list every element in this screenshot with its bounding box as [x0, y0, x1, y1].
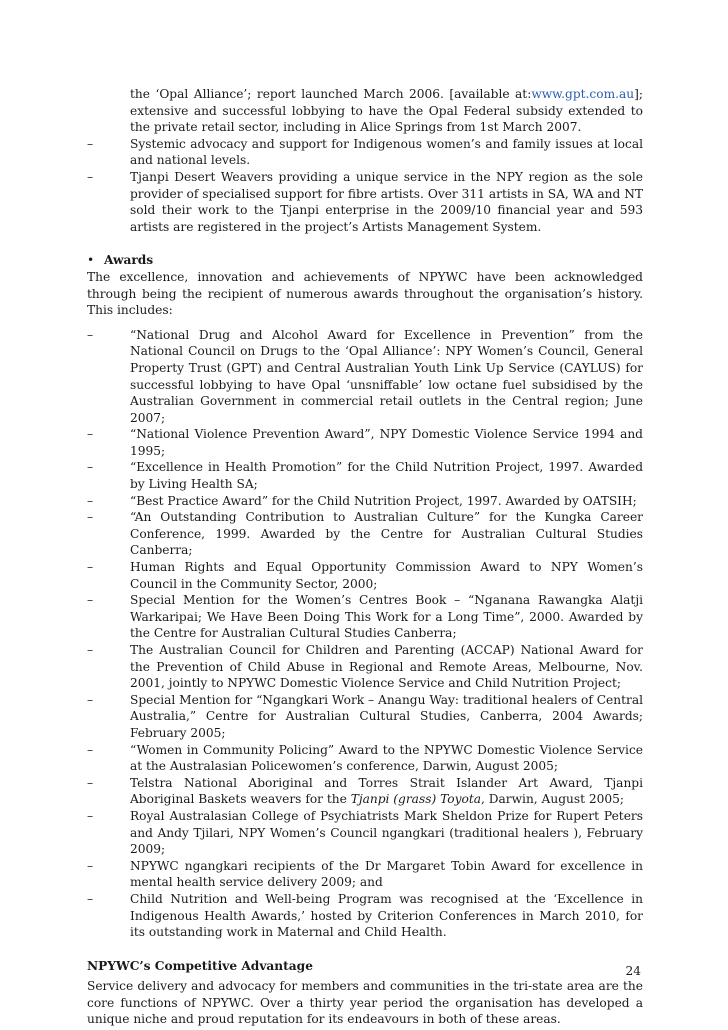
award-text: The Australian Council for Children and Parenting (ACCAP) National Award for the Prevention of Child Abuse in Regional and Remote Areas, Melbourne, Nov. 2001, jointly to NPYWC Domestic Violence Service and Child Nutrition Project; [130, 643, 643, 691]
award-item [87, 858, 643, 891]
dash-marker: – [87, 742, 94, 757]
award-item [87, 509, 643, 559]
dash-marker: – [87, 775, 94, 790]
dash-marker: – [87, 136, 94, 151]
document-page [87, 86, 643, 1028]
dash-marker: – [87, 560, 94, 575]
advantage-text: Service delivery and advocacy for members and communities in the tri-state area are the core functions of NPYWC. Over a thirty year period the organisation has developed a unique niche and proud reputation for its endeavours in both of these areas. [87, 979, 643, 1027]
dash-marker: – [87, 460, 94, 475]
award-text: “Excellence in Health Promotion” for the Child Nutrition Project, 1997. Awarded by Living Health SA; [130, 460, 643, 492]
award-item [87, 775, 643, 808]
award-text: Human Rights and Equal Opportunity Commission Award to NPY Women’s Council in the Community Sector, 2000; [130, 560, 643, 591]
dash-marker: – [87, 692, 94, 707]
awards-heading [87, 252, 643, 269]
award-item [87, 559, 643, 592]
award-text-italic: Tjanpi (grass) Toyota [350, 792, 481, 807]
awards-intro: The excellence, innovation and achievements of NPYWC have been acknowledged through being the recipient of numerous awards throughout the organisation’s history. This includes: [87, 269, 643, 318]
award-item [87, 642, 643, 692]
award-text: “National Violence Prevention Award”, NPY Domestic Violence Service 1994 and 1995; [130, 427, 643, 458]
award-text: “Best Practice Award” for the Child Nutrition Project, 1997. Awarded by OATSIH; [130, 493, 637, 508]
award-text: Special Mention for “Ngangkari Work – Anangu Way: traditional healers of Central Australia,” Centre for Australian Cultural Studies, Canberra, 2004 Awards; February 2005; [130, 692, 644, 740]
dash-marker: – [87, 169, 94, 184]
dash-marker: – [87, 808, 94, 823]
award-text: “An Outstanding Contribution to Australian Culture” for the Kungka Career Conference, 1999. Awarded by the Centre for Australian Cultural Studies Canberra; [130, 510, 643, 558]
dash-marker: – [87, 510, 94, 525]
award-item [87, 692, 643, 742]
award-text-a: Telstra National Aboriginal and Torres Strait Islander Art Award, Tjanpi Aboriginal Baskets weavers for the [130, 775, 643, 807]
awards-heading-text: Awards [104, 253, 154, 268]
dash-marker: – [87, 327, 94, 342]
intro-item-3 [87, 169, 643, 235]
award-item [87, 808, 643, 858]
award-text: Royal Australasian College of Psychiatrists Mark Sheldon Prize for Rupert Peters and Andy Tjilari, NPY Women’s Council ngangkari (traditional healers ), February 2009; [130, 808, 643, 857]
gpt-link[interactable]: www.gpt.com.au [531, 87, 635, 101]
award-text: “National Drug and Alcohol Award for Excellence in Prevention” from the National Council on Drugs to the ‘Opal Alliance’: NPY Women’s Council, General Property Trust (GPT) and Central Australian Youth Link Up Service (CAYLUS) for successful lobbying to have Opal ‘unsniffable’ low octane fuel subsidised by the Australian Government in commercial retail outlets in the Central region; June 2007; [130, 327, 643, 425]
intro-item-3-text: Tjanpi Desert Weavers providing a unique service in the NPY region as the sole provider of specialised support for fibre artists. Over 311 artists in SA, WA and NT sold their work to the Tjanpi enterprise in the 2009/10 financial year and 593 artists are registered in the project’s Artists Management System. [130, 169, 643, 234]
award-item [87, 327, 643, 427]
intro-item-2 [87, 136, 643, 169]
intro-item-1 [87, 86, 643, 136]
award-item [87, 426, 643, 459]
award-text: Child Nutrition and Well-being Program was recognised at the ‘Excellence in Indigenous Health Awards,’ hosted by Criterion Conferences in March 2010, for its outstanding work in Maternal and Child Health. [130, 891, 643, 940]
award-item [87, 459, 643, 492]
award-text: “Women in Community Policing” Award to the NPYWC Domestic Violence Service at the Australasian Policewomen’s conference, Darwin, August 2005; [130, 742, 643, 774]
award-item [87, 742, 643, 775]
dash-marker: – [87, 427, 94, 442]
award-item [87, 493, 643, 510]
awards-list [87, 327, 643, 941]
intro-item-1-text-b: ]; extensive and successful lobbying to have the Opal Federal subsidy extended to the private retail sector, including in Alice Springs from 1st March 2007. [130, 87, 643, 135]
intro-item-2-text: Systemic advocacy and support for Indigenous women’s and family issues at local and national levels. [130, 136, 643, 168]
advantage-heading: NPYWC’s Competitive Advantage [87, 958, 313, 973]
award-text-b: , Darwin, August 2005; [481, 792, 624, 807]
bullet-icon: • [87, 253, 95, 268]
dash-marker: – [87, 858, 94, 873]
page-number: 24 [625, 964, 641, 978]
award-item [87, 891, 643, 941]
dash-marker: – [87, 493, 94, 508]
award-text: Special Mention for the Women’s Centres Book – “Nganana Rawangka Alatji Warkaripai; We Have Been Doing This Work for a Long Time”, 2000. Awarded by the Centre for Australian Cultural Studies Canberra; [130, 593, 643, 641]
intro-item-1-text-a: the ‘Opal Alliance’; report launched March 2006. [available at: [130, 87, 532, 101]
award-item [87, 592, 643, 642]
dash-marker: – [87, 593, 94, 608]
dash-marker: – [87, 891, 94, 906]
dash-marker: – [87, 643, 94, 657]
award-text: NPYWC ngangkari recipients of the Dr Margaret Tobin Award for excellence in mental health service delivery 2009; and [130, 858, 643, 890]
